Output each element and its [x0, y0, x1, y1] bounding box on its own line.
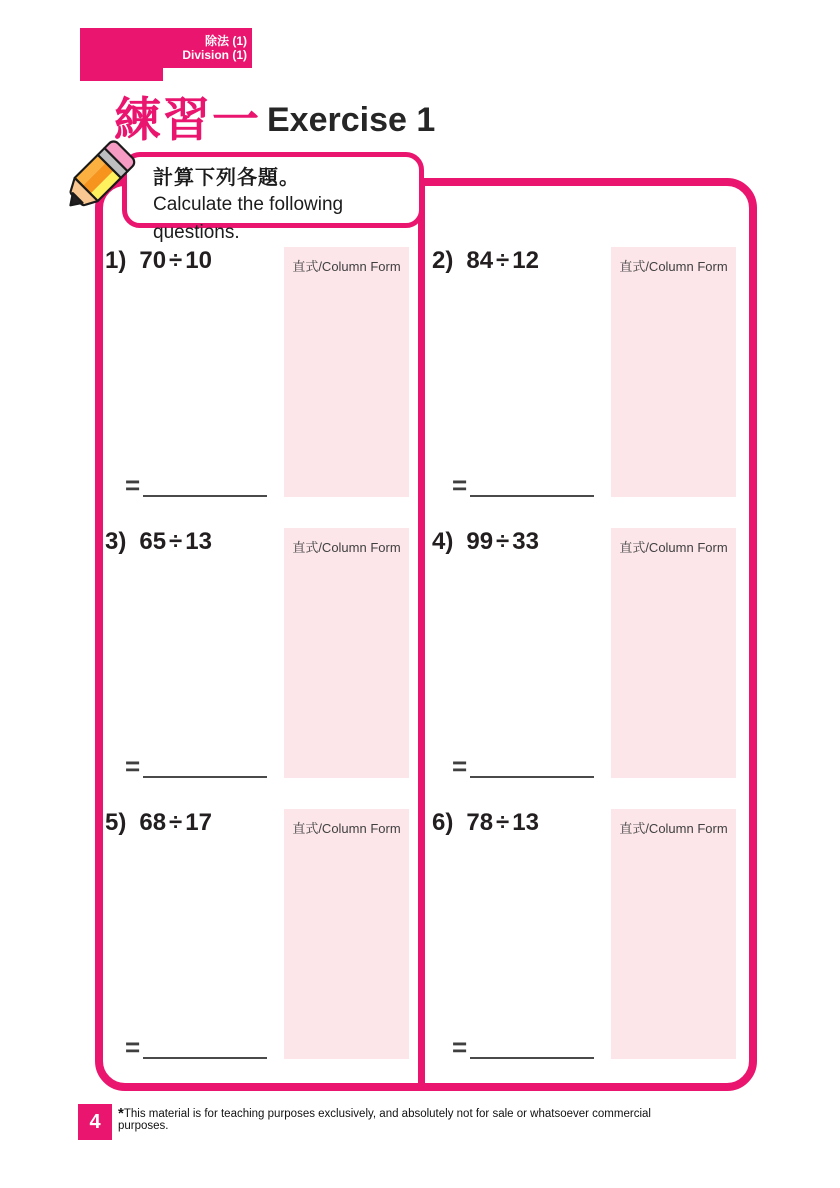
column-form-workspace — [611, 528, 736, 778]
problem-number: 6) — [432, 809, 454, 836]
unit-tab-title-zh: 除法 (1) — [204, 34, 247, 48]
problem-statement — [432, 528, 539, 556]
column-form-label: 直式/Column Form — [619, 259, 728, 274]
pencil-icon — [56, 132, 142, 218]
problem-cell — [103, 247, 409, 505]
column-form-workspace — [611, 809, 736, 1059]
problem-statement — [105, 247, 212, 275]
answer-line — [470, 473, 594, 497]
answer-line — [470, 754, 594, 778]
answer-blank — [452, 1032, 594, 1062]
divisor: 10 — [185, 247, 212, 274]
dividend: 99 — [466, 528, 494, 555]
problem-cell — [103, 809, 409, 1067]
unit-tab-title-en: Division (1) — [182, 48, 247, 62]
dividend: 70 — [139, 247, 167, 274]
problem-statement — [105, 809, 212, 837]
answer-blank — [125, 470, 267, 500]
equals-sign: = — [452, 470, 468, 500]
equals-sign: = — [125, 470, 141, 500]
answer-line — [470, 1035, 594, 1059]
divisor: 17 — [185, 809, 212, 836]
page-title-zh: 練習一 — [114, 93, 261, 146]
problem-statement — [432, 809, 539, 837]
answer-blank — [125, 1032, 267, 1062]
problem-number: 5) — [105, 809, 127, 836]
column-form-label: 直式/Column Form — [619, 821, 728, 836]
equals-sign: = — [125, 1032, 141, 1062]
column-divider — [418, 186, 425, 1083]
answer-line — [143, 473, 267, 497]
problem-number: 3) — [105, 528, 127, 555]
page-title — [114, 94, 435, 146]
unit-tab — [80, 28, 252, 68]
dividend: 78 — [466, 809, 494, 836]
page-number-badge — [78, 1104, 112, 1140]
answer-blank — [125, 751, 267, 781]
instruction-box — [122, 152, 424, 243]
divisor: 13 — [512, 809, 539, 836]
column-form-workspace — [284, 247, 409, 497]
divisor: 33 — [512, 528, 539, 555]
division-sign: ÷ — [496, 528, 510, 555]
division-sign: ÷ — [496, 809, 510, 836]
divisor: 12 — [512, 247, 539, 274]
problem-statement — [105, 528, 212, 556]
footnote-asterisk: * — [118, 1105, 124, 1122]
division-sign: ÷ — [496, 247, 510, 274]
column-form-label: 直式/Column Form — [619, 540, 728, 555]
division-sign: ÷ — [169, 528, 183, 555]
page-number: 4 — [89, 1110, 101, 1133]
column-form-label: 直式/Column Form — [292, 821, 401, 836]
equals-sign: = — [125, 751, 141, 781]
division-sign: ÷ — [169, 247, 183, 274]
copyright-note — [118, 1105, 678, 1132]
problem-statement — [432, 247, 539, 275]
problem-number: 2) — [432, 247, 454, 274]
answer-blank — [452, 751, 594, 781]
division-sign: ÷ — [169, 809, 183, 836]
equals-sign: = — [452, 751, 468, 781]
column-form-workspace — [284, 528, 409, 778]
dividend: 65 — [139, 528, 167, 555]
footnote-text: This material is for teaching purposes exclusively, and absolutely not for sale or whatsoever commercial purposes. — [118, 1108, 651, 1132]
divisor: 13 — [185, 528, 212, 555]
equals-sign: = — [452, 1032, 468, 1062]
problem-number: 4) — [432, 528, 454, 555]
problem-number: 1) — [105, 247, 127, 274]
answer-line — [143, 754, 267, 778]
instruction-zh: 計算下列各題。 — [153, 167, 300, 189]
dividend: 84 — [466, 247, 494, 274]
problem-cell — [430, 528, 736, 786]
dividend: 68 — [139, 809, 167, 836]
problem-cell — [103, 528, 409, 786]
page-title-en: Exercise 1 — [267, 100, 436, 139]
column-form-workspace — [284, 809, 409, 1059]
unit-tab-extension — [80, 68, 163, 81]
answer-blank — [452, 470, 594, 500]
problem-cell — [430, 809, 736, 1067]
answer-line — [143, 1035, 267, 1059]
column-form-workspace — [611, 247, 736, 497]
instruction-en: Calculate the following questions. — [153, 194, 344, 243]
column-form-label: 直式/Column Form — [292, 540, 401, 555]
problem-cell — [430, 247, 736, 505]
column-form-label: 直式/Column Form — [292, 259, 401, 274]
